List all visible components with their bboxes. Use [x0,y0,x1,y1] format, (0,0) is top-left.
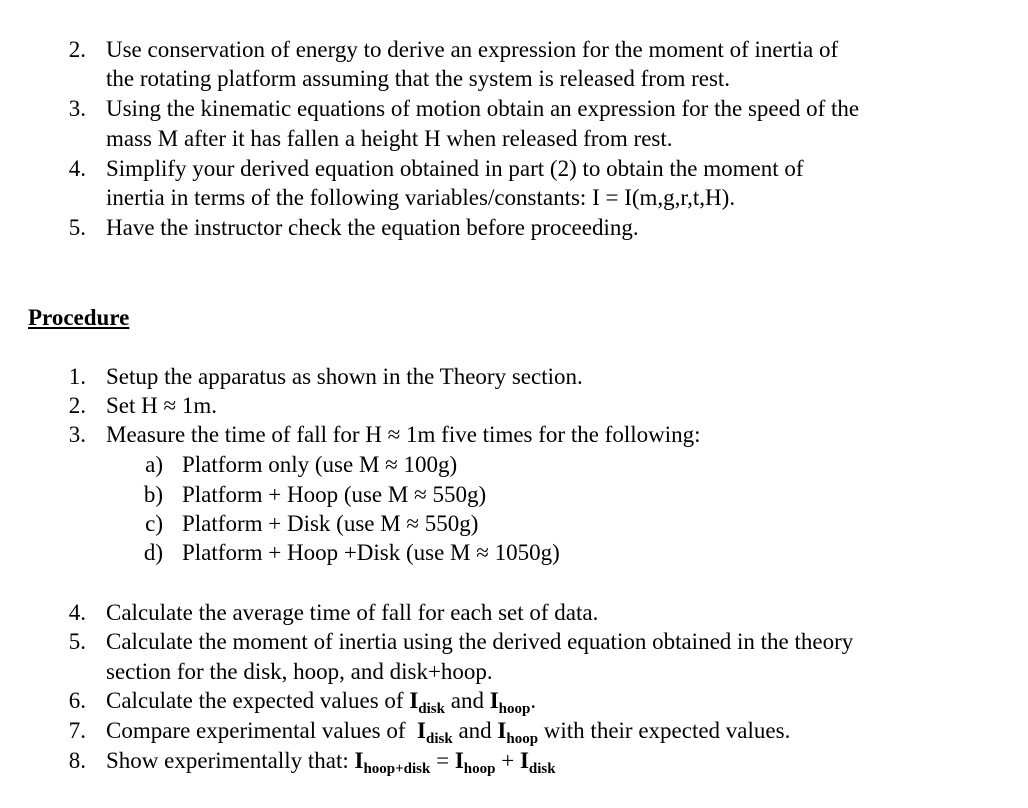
step-number: 6. [68,688,86,713]
sub-item-letter: d) [143,540,163,565]
step-text: Simplify your derived equation obtained in part (2) to obtain the moment of [106,156,804,181]
subscript-hoop-disk: hoop+disk [363,761,431,777]
step-text [106,716,790,746]
inertia-symbol: I [409,688,419,713]
step-number: 1. [68,364,86,389]
subscript-disk: disk [418,701,445,717]
step-number: 4. [68,600,86,625]
step-number: 7. [68,718,86,743]
step-number: 8. [68,748,86,773]
step-number: 4. [68,156,86,181]
step-number: 3. [68,96,86,121]
inertia-symbol: I [417,718,426,743]
text-fragment: with their expected values. [538,718,791,743]
subscript-hoop: hoop [498,701,531,717]
sub-item-letter: a) [145,452,163,477]
inertia-symbol: I [454,748,464,773]
subscript-disk: disk [425,731,453,747]
text-fragment: and [445,688,490,713]
step-text: mass M after it has fallen a height H when released from rest. [106,126,673,151]
equals-sign: = [430,748,455,773]
text-fragment: Calculate the expected values of [106,688,410,713]
text-fragment: Show experimentally that: [106,748,355,773]
sub-item-text: Platform only (use M ≈ 100g) [182,452,458,477]
sub-item-text: Platform + Hoop (use M ≈ 550g) [182,482,487,507]
sub-item-letter: c) [145,511,163,536]
subscript-disk: disk [528,761,556,777]
step-text: Setup the apparatus as shown in the Theory section. [106,364,583,389]
plus-sign: + [495,748,520,773]
step-text [106,746,556,776]
inertia-symbol: I [519,748,529,773]
step-text: Use conservation of energy to derive an expression for the moment of inertia of [106,37,839,62]
step-number: 5. [68,629,86,654]
step-number: 3. [68,422,86,447]
step-text: the rotating platform assuming that the system is released from rest. [106,66,731,91]
text-fragment: and [452,718,498,743]
sub-item-text: Platform + Disk (use M ≈ 550g) [182,511,479,536]
step-text: Set H ≈ 1m. [106,393,218,418]
step-text: Using the kinematic equations of motion obtain an expression for the speed of the [106,96,860,121]
procedure-heading: Procedure [28,305,130,330]
text-fragment: Compare experimental values of [106,718,418,743]
step-text: Calculate the moment of inertia using the derived equation obtained in the theory [106,629,854,654]
step-text: section for the disk, hoop, and disk+hoop. [106,659,493,684]
inertia-symbol: I [497,718,507,743]
step-text: inertia in terms of the following variables/constants: I = I(m,g,r,t,H). [106,185,736,210]
step-text: Measure the time of fall for H ≈ 1m five times for the following: [106,422,701,447]
step-text: Calculate the average time of fall for each set of data. [106,600,599,625]
step-text [106,686,536,716]
step-number: 2. [68,37,86,62]
inertia-symbol: I [354,748,364,773]
subscript-hoop: hoop [463,761,496,777]
sub-item-letter: b) [143,482,163,507]
step-number: 2. [68,393,86,418]
text-fragment: . [530,688,537,713]
step-text: Have the instructor check the equation before proceeding. [106,215,639,240]
subscript-hoop: hoop [506,731,539,747]
inertia-symbol: I [489,688,499,713]
sub-item-text: Platform + Hoop +Disk (use M ≈ 1050g) [182,540,560,565]
step-number: 5. [68,215,86,240]
